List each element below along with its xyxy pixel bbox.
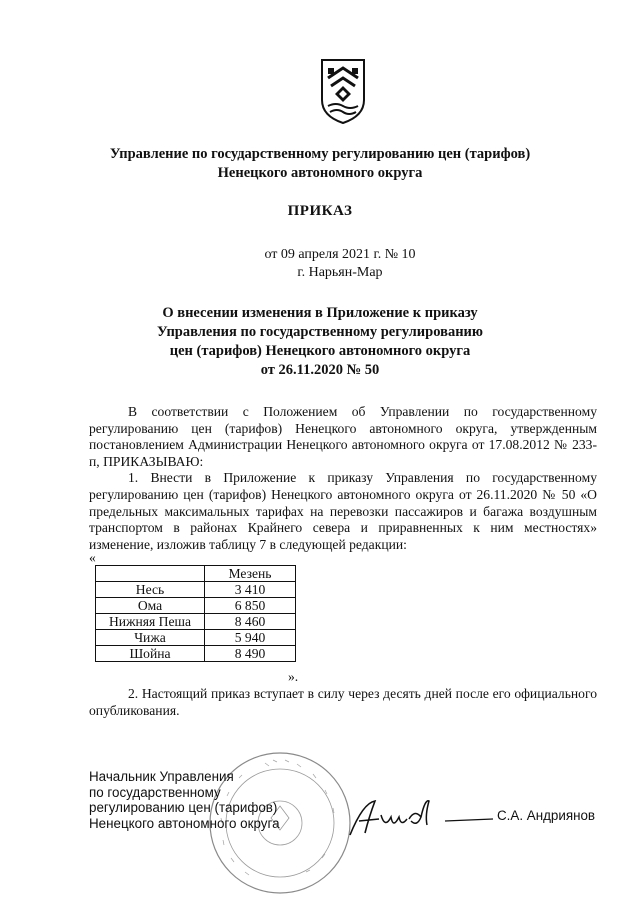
item2-block bbox=[89, 686, 597, 719]
table-cell-place: Шойна bbox=[96, 646, 205, 662]
title-line3: цен (тарифов) Ненецкого автономного округа bbox=[169, 343, 471, 359]
table-row bbox=[96, 582, 296, 598]
intro-paragraph: В соответствии с Положением об Управлении по государственному регулированию цен (тарифов) Ненецкого автономного округа, утвержденным постановлением Администрации Ненецкого автономного округа от 17.08.2012 № 233-п, ПРИКАЗЫВАЮ: bbox=[89, 404, 597, 469]
handwritten-signature-icon bbox=[345, 795, 495, 840]
table-row bbox=[96, 630, 296, 646]
item1-paragraph: 1. Внести в Приложение к приказу Управления по государственному регулированию цен (тарифов) Ненецкого автономного округа от 26.11.2020 № 50 «О предельных максимальных тарифах на перевозки пассажиров и багажа воздушным транспортом в районах Крайнего севера и приравненных к ним местностях» изменение, изложив таблицу 7 в следующей редакции: bbox=[89, 470, 597, 552]
table-cell-place: Нижняя Пеша bbox=[96, 614, 205, 630]
signer-position-line3: регулированию цен (тарифов) bbox=[89, 800, 278, 816]
table-header-cell bbox=[96, 566, 205, 582]
table-header-row bbox=[96, 566, 296, 582]
table-cell-value: 8 460 bbox=[205, 614, 296, 630]
org-name-line2: Ненецкого автономного округа bbox=[217, 165, 423, 181]
table-cell-place: Ома bbox=[96, 598, 205, 614]
table-row bbox=[96, 646, 296, 662]
title-line2: Управления по государственному регулированию bbox=[157, 324, 483, 340]
close-quote: ». bbox=[288, 669, 299, 684]
signer-position-line2: по государственному bbox=[89, 784, 221, 800]
table-cell-value: 8 490 bbox=[205, 646, 296, 662]
city: г. Нарьян-Мар bbox=[297, 265, 383, 280]
signer-position-line4: Ненецкого автономного округа bbox=[89, 815, 280, 831]
table-cell-place: Чижа bbox=[96, 630, 205, 646]
body-text bbox=[89, 404, 597, 553]
document-type: ПРИКАЗ bbox=[287, 203, 353, 219]
table-row bbox=[96, 614, 296, 630]
table-cell-value: 6 850 bbox=[205, 598, 296, 614]
signer-name: С.А. Андриянов bbox=[497, 808, 596, 823]
title-line4: от 26.11.2020 № 50 bbox=[260, 362, 380, 378]
table-cell-value: 3 410 bbox=[205, 582, 296, 598]
open-quote: « bbox=[89, 550, 96, 565]
org-name-line1: Управление по государственному регулированию цен (тарифов) bbox=[109, 146, 531, 162]
table-cell-place: Несь bbox=[96, 582, 205, 598]
title-line1: О внесении изменения в Приложение к приказу bbox=[162, 305, 478, 321]
date-number: от 09 апреля 2021 г. № 10 bbox=[264, 247, 416, 262]
coat-of-arms-icon bbox=[318, 56, 368, 126]
table-cell-value: 5 940 bbox=[205, 630, 296, 646]
table-row bbox=[96, 598, 296, 614]
item2-paragraph: 2. Настоящий приказ вступает в силу через десять дней после его официального опубликования. bbox=[89, 686, 597, 718]
signer-position-line1: Начальник Управления bbox=[89, 769, 234, 784]
tariff-table bbox=[95, 565, 296, 662]
table-header-cell: Мезень bbox=[205, 566, 296, 582]
signature-block bbox=[89, 769, 280, 831]
